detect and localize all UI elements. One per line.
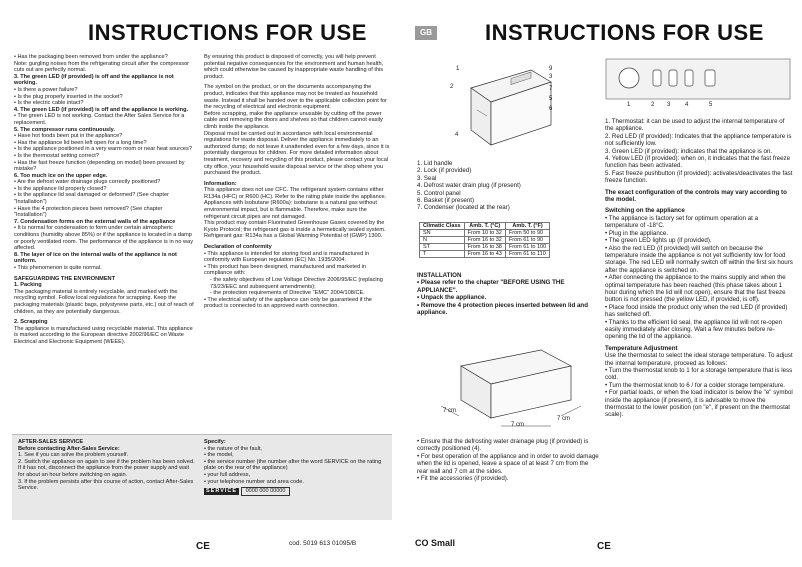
callout-2: 2	[450, 84, 454, 90]
left-col1-line-11: • Is the appliance positioned in a very warm room or near heat sources?	[14, 146, 192, 153]
callout-4: 4	[455, 132, 459, 138]
table-cell: T	[420, 251, 465, 258]
controls-line-3: 4. Yellow LED (if provided): when on, it indicates that the fast freeze function has been activated.	[605, 155, 791, 170]
callout-1: 1	[456, 66, 460, 72]
left-col1-line-8: 5. The compressor runs continuously.	[14, 126, 115, 133]
climatic-class-table	[419, 222, 550, 258]
controls-line-0: 1. Thermostat: it can be used to adjust the internal temperature of the appliance.	[605, 118, 785, 133]
installation-item-1: • Unpack the appliance.	[417, 294, 487, 302]
left-col1-line-19: 7. Condensation forms on the external walls of the appliance	[14, 218, 176, 225]
table-cell: From 61 to 100	[505, 244, 549, 251]
left-col1-line-13: • Has the fast freeze function (depending on model) been pressed by mistake?	[14, 159, 185, 173]
table-header: Climatic Class	[420, 223, 465, 230]
part-item-6: 7. Condenser (located at the rear)	[417, 204, 510, 212]
after-sales-step-0: 1. See if you can solve the problem yourself.	[18, 452, 129, 459]
controls-line-12: • Also the red LED (if provided) will switch on because the temperature inside the appliance is not yet sufficiently low for food storage. The red LED will normally switch off within the first six hours after the appliance is switched on.	[605, 244, 793, 274]
left-col2-line-9: This product may contain Fluorinated Greenhouse Gases covered by the Kyoto Protocol; the refrigerant gas is inside a hermetically sealed system.	[204, 220, 386, 233]
left-col1-line-6: 4. The green LED (if provided) is off and the appliance is working.	[14, 106, 189, 113]
specify-item-3: • your full address,	[204, 471, 251, 478]
table-cell: From 16 to 38	[464, 244, 505, 251]
left-col2-line-8: Appliances with Isobutane (R600a): isobutane is a natural gas without environmental impact, but is flammable. Therefore, make sure the refrigerant circuit pipes are not damaged.	[204, 200, 377, 220]
panel-callout-3: 3	[667, 102, 671, 108]
part-item-3: 4. Defrost water drain plug (if present)	[417, 182, 521, 190]
controls-line-20: • Turn the thermostat knob to 6 / for a colder storage temperature.	[605, 381, 785, 389]
part-item-4: 5. Control panel	[417, 189, 461, 197]
left-col1-line-14: 6. Too much ice on the upper edge.	[14, 172, 108, 179]
left-col1-line-26: The packaging material is entirely recyclable, and marked with the recycling symbol. Follow local regulations for scrapping. Keep the packaging materials (plastic bags, polystyrene parts, etc.) out of reach of children, as they are potentially dangerous.	[14, 288, 194, 315]
table-row	[420, 251, 550, 258]
installation-item-0: • Please refer to the chapter "BEFORE USING THE APPLIANCE".	[417, 279, 565, 294]
table-cell: ST	[420, 244, 465, 251]
controls-line-18: Use the thermostat to select the ideal storage temperature. To adjust the internal temperature, proceed as follows:	[605, 352, 793, 367]
callout-3: 3	[549, 74, 553, 80]
ce-mark-right: CE	[597, 541, 611, 552]
left-col2-line-4: Disposal must be carried out in accordance with local environmental regulations for waste disposal. Deliver the appliance immediately to an authorized dump; do not leave it unattended even for a few days, since it is potentially dangerous for children. For more detailed information about treatment, recovery and recycling of this product, please contact your local city office, your household waste disposal service or the shop where you purchased the product.	[204, 130, 390, 177]
installation-note-2: • Fit the accessories (if provided).	[417, 475, 509, 483]
installation-item-2: • Remove the 4 protection pieces inserted between lid and appliance.	[417, 301, 588, 317]
after-sales-steps	[18, 452, 196, 492]
left-col2-line-12: Declaration of conformity	[204, 244, 272, 251]
left-col2-line-10: Refrigerant gas: R134a has a Global Warming Potential of (GWP) 1300.	[204, 233, 383, 240]
controls-line-1: 2. Red LED (if provided): Indicates that the appliance temperature is not sufficiently low.	[605, 132, 792, 148]
table-cell: From 10 to 32	[464, 230, 505, 237]
controls-line-13: • After connecting the appliance to the mains supply and when the optimal temperature has been reached (this phase takes about 1 hour during which the lid will not open), ensure that the fast freeze button is not pressed (the yellow LED, if provided, is off).	[605, 274, 786, 304]
controls-line-19: • Turn the thermostat knob to 1 for a storage temperature that is less cold.	[605, 367, 793, 382]
table-cell: SN	[420, 230, 465, 237]
table-row	[420, 244, 550, 251]
gap-label: 7 cm	[443, 408, 457, 414]
left-col1-line-21: 8. The layer of ice on the internal walls of the appliance is not uniform.	[14, 251, 177, 265]
table-header: Amb. T. (°F)	[505, 223, 549, 230]
controls-line-11: • The green LED lights up (if provided).	[605, 237, 712, 245]
left-col1-line-9: • Have hot foods been put in the appliance?	[14, 133, 123, 140]
right-page	[401, 0, 802, 567]
left-col1-line-18: • Have the 4 protection pieces been removed? (See chapter "Installation")	[14, 205, 163, 219]
service-label: SERVICE	[206, 488, 238, 495]
left-col1-line-22: • This phenomenon is quite normal.	[14, 265, 102, 271]
panel-callout-4: 4	[685, 102, 689, 108]
left-col1-line-16: • Is the appliance lid properly closed?	[14, 185, 107, 192]
specify-item-4: • your telephone number and area code.	[204, 478, 304, 485]
controls-line-8: Switching on the appliance	[605, 207, 685, 215]
table-row	[420, 230, 550, 237]
table-cell: From 16 to 43	[464, 251, 505, 258]
left-column-2	[204, 54, 390, 310]
callout-7: 7	[549, 86, 553, 92]
left-col2-line-16: - the protection requirements of Directive "EMC" 2004/108/CE.	[210, 290, 365, 297]
table-cell: From 61 to 110	[505, 251, 549, 258]
after-sales-left	[18, 439, 196, 492]
controls-line-6: The exact configuration of the controls may vary according to the model.	[605, 188, 787, 204]
part-item-0: 1. Lid handle	[417, 160, 453, 167]
left-col1-line-24: SAFEGUARDING THE ENVIRONMENT	[14, 275, 116, 282]
specify-item-0: • the nature of the fault,	[204, 445, 262, 452]
left-col1-line-10: • Has the appliance lid been left open for a long time?	[14, 139, 147, 146]
callout-5: 5	[549, 96, 553, 102]
part-item-5: 6. Basket (if present)	[417, 197, 475, 205]
left-col2-line-17: • The electrical safety of the appliance can only be guaranteed if the product is connected to an approved earth connection.	[204, 296, 372, 310]
left-col1-line-17: • Is the appliance lid seal damaged or deformed? (See chapter "Installation")	[14, 192, 169, 206]
installation-note-0: • Ensure that the defrosting water drainage plug (if provided) is correctly positioned (4).	[417, 438, 589, 453]
installation-note-1: • For best operation of the appliance and in order to avoid damage when the lid is opened, leave a space of at least 7 cm from the rear wall and 7 cm at the sides.	[417, 452, 599, 475]
left-col1-line-7: • The green LED is not working. Contact the After Sales Service for a replacement.	[14, 113, 185, 126]
specify-title: Specify:	[204, 439, 226, 445]
left-col1-line-20: • It is normal for condensation to form under certain atmospheric conditions (humidity above 85%) or if the appliance is located in a damp or poorly ventilated room. The performance of the appliance is in no way affected.	[14, 225, 193, 252]
left-column-1	[14, 54, 196, 346]
left-col1-line-2: 3. The green LED (if provided) is off and the appliance is not working.	[14, 73, 174, 87]
controls-line-10: • Plug in the appliance.	[605, 229, 669, 237]
left-col2-line-13: • This appliance is intended for storing food and is manufactured in conformity with European regulation (EC) No. 1935/2004.	[204, 250, 370, 264]
left-col2-line-7: This appliance does not use CFC. The refrigerant system contains either R134a (HFC) or R600 (HC). Refer to the rating plate inside the appliance.	[204, 187, 387, 200]
left-col2-line-15: - the safety objectives of Low Voltage Directive 2006/95/EC (replacing 73/23/EEC and subsequent amendments);	[210, 277, 383, 290]
left-col1-line-12: • Is the thermostat setting correct?	[14, 152, 99, 159]
table-row	[420, 237, 550, 244]
table-cell: From 16 to 32	[464, 237, 505, 244]
table-cell: From 50 to 90	[505, 230, 549, 237]
left-col2-line-6: Information:	[204, 180, 237, 187]
controls-column	[605, 118, 793, 419]
left-col1-line-3: • Is there a power failure?	[14, 86, 78, 93]
parts-list	[417, 160, 597, 212]
left-page-title: INSTRUCTIONS FOR USE	[88, 20, 367, 45]
left-col2-line-3: Before scrapping, make the appliance unusable by cutting off the power cable and removing the doors and shelves so that children cannot easily climb inside the appliance.	[204, 110, 383, 130]
specify-list	[204, 446, 388, 486]
left-col1-line-0: • Has the packaging been removed from under the appliance?	[14, 54, 168, 60]
panel-callout-1: 1	[627, 102, 631, 108]
after-sales-box	[12, 434, 392, 520]
language-badge: GB	[415, 26, 437, 40]
controls-line-21: • For partial loads, or when the load indicator is below the "e" symbol inside the appliance (if present), it is advisable to move the thermostat to the lower position (on "e", if present on the thermostat scale).	[605, 389, 793, 419]
specify-item-2: • the service number (the number after the word SERVICE on the rating plate on the rear of the appliance)	[204, 458, 382, 472]
service-number: 0000 000 00000	[241, 487, 291, 496]
freezer-parts-diagram	[451, 60, 561, 155]
gap-label: 7 cm	[511, 422, 525, 428]
installation-notes	[417, 438, 599, 482]
controls-line-4: 5. Fast freeze pushbutton (if provided): activates/deactivates the fast freeze function.	[605, 169, 793, 185]
left-col1-line-25: 1. Packing	[14, 282, 42, 289]
after-sales-step-1: 2. Switch the appliance on again to see if the problem has been solved. If it has not, disconnect the appliance from the power supply and wait for about an hour before switching on again.	[18, 458, 195, 478]
left-col1-line-28: 2. Scrapping	[14, 319, 48, 326]
controls-line-17: Temperature Adjustment	[605, 344, 678, 352]
after-sales-right	[204, 439, 388, 496]
panel-callout-5: 5	[709, 102, 713, 108]
controls-line-9: • The appliance is factory set for optimum operation at a temperature of -18°C.	[605, 214, 759, 230]
callout-9: 9	[549, 66, 553, 72]
control-panel-diagram	[605, 58, 791, 106]
left-col1-line-5: • Is the electric cable intact?	[14, 100, 84, 107]
left-col1-line-29: The appliance is manufactured using recyclable material. This appliance is marked according to the European directive 2002/96/EC on Waste Electrical and Electronic Equipment (WEEE).	[14, 325, 193, 345]
right-page-title: INSTRUCTIONS FOR USE	[485, 20, 764, 45]
left-col2-line-0: By ensuring this product is disposed of correctly, you will help prevent potential negative consequences for the environment and human health, which could otherwise be caused by inappropriate waste handling of this product.	[204, 54, 384, 80]
callout-6: 6	[549, 106, 553, 112]
part-item-2: 3. Seal	[417, 174, 437, 182]
gap-label: 7 cm	[557, 416, 571, 422]
left-col1-line-4: • Is the plug properly inserted in the socket?	[14, 93, 123, 100]
left-col1-line-1: Note: gurgling noises from the refrigerating circuit after the compressor cuts out are perfectly normal.	[14, 60, 190, 74]
model-name: CO Small	[415, 538, 456, 548]
document-code: cod. 5019 613 01095/B	[289, 540, 357, 547]
table-cell: N	[420, 237, 465, 244]
installation-section	[417, 272, 597, 316]
controls-line-2: 3. Green LED (if provided): indicates that the appliance is on.	[605, 147, 773, 155]
table-cell: From 61 to 90	[505, 237, 549, 244]
after-sales-step-2: 3. If the problem persists after this course of action, contact After-Sales Service.	[18, 478, 194, 492]
installation-title: INSTALLATION	[417, 272, 462, 279]
controls-line-15: • Thanks to the efficient lid seal, the appliance lid will not re-open easily immediately after closing. Wait a few minutes before re-opening the lid of the appliance.	[605, 318, 783, 341]
panel-callout-2: 2	[651, 102, 655, 108]
left-col2-line-2: The symbol on the product, or on the documents accompanying the product, indicates that this appliance may not be treated as household waste. Instead it shall be handed over to the applicable collection point for the recycling of electrical and electronic equipment.	[204, 84, 387, 111]
part-item-1: 2. Lock (if provided)	[417, 167, 472, 175]
controls-line-14: • Place food inside the product only when the red LED (if provided) has switched off.	[605, 303, 788, 319]
left-col2-line-14: • This product has been designed, manufactured and marketed in compliance with:	[204, 263, 367, 277]
after-sales-subtitle: Before contacting After-Sales Service:	[18, 445, 120, 452]
ce-mark-left: CE	[196, 541, 210, 552]
specify-item-1: • the model,	[204, 452, 234, 459]
after-sales-title: AFTER-SALES SERVICE	[18, 439, 84, 445]
left-col1-line-15: • Are the defrost water drainage plugs correctly positioned?	[14, 179, 161, 186]
table-header: Amb. T. (°C)	[464, 223, 505, 230]
